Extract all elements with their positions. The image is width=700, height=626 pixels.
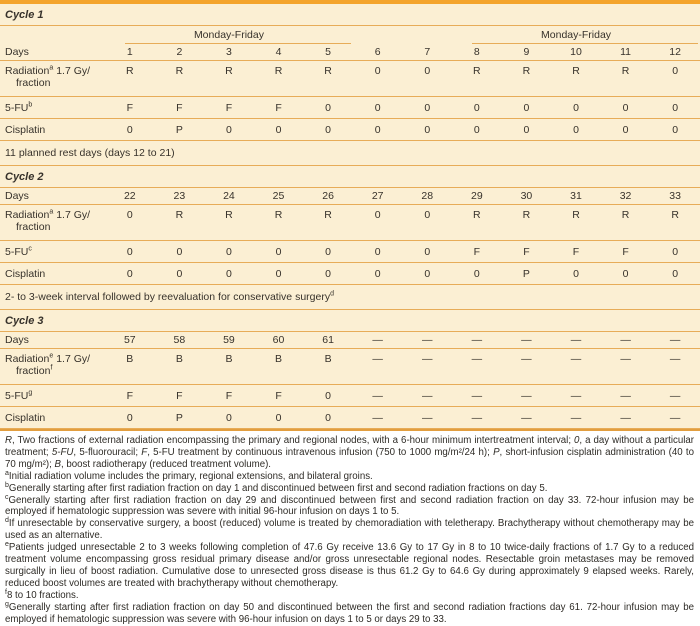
value-cell: 0 (126, 123, 133, 136)
footnote-c (5, 495, 694, 519)
value-cell: F (523, 245, 530, 258)
weekday-label: Monday-Friday (193, 29, 264, 41)
value-cell: 0 (325, 123, 332, 136)
value-cell: 0 (523, 101, 530, 114)
value-cell: — (620, 389, 631, 402)
value-cell: 0 (374, 267, 381, 280)
radiation-row (0, 349, 700, 385)
5-fu-row (0, 97, 700, 119)
value-cell: 0 (672, 267, 679, 280)
superscript-marker: d (330, 290, 334, 298)
value-cell: — (570, 411, 582, 424)
superscript-marker: f (5, 588, 7, 596)
value-cell: 0 (325, 389, 332, 402)
value-cell: R (274, 65, 283, 77)
text-segment: , Two fractions of external radiation encompassing the primary and regional nodes, with a 6-hour minimum intertreatment interval; (12, 435, 575, 446)
value-cell: 0 (424, 101, 431, 114)
day-cell: 28 (421, 190, 434, 202)
value-cell: 0 (126, 245, 133, 258)
row-label-text (5, 412, 105, 424)
value-cell: R (324, 65, 332, 77)
day-cell: — (422, 334, 433, 346)
value-cell: 0 (424, 209, 431, 221)
day-cell: — (669, 334, 681, 346)
text-segment: 5-FU (5, 101, 29, 114)
day-cell: 58 (173, 334, 186, 346)
footnote-g (5, 602, 694, 626)
value-cell: — (422, 389, 433, 402)
value-cell: 0 (523, 123, 530, 136)
cycle-3-title-row (0, 310, 700, 332)
value-cell: R (572, 209, 580, 221)
rest-days-note-row (0, 141, 700, 166)
value-cell: R (225, 65, 233, 77)
text-segment: F (141, 446, 148, 458)
value-cell: 0 (672, 101, 679, 114)
value-cell: 0 (374, 65, 381, 77)
5-fu-row (0, 241, 700, 263)
day-cell: 3 (226, 46, 232, 58)
day-cell: 57 (123, 334, 136, 346)
text-segment: , short-infusion cisplatin administration (40 to 70 mg/m²); (5, 446, 694, 470)
day-cell: 29 (470, 190, 483, 202)
text-segment: Initial radiation volume includes the primary, regional extensions, and bilateral groins. (8, 470, 373, 482)
row-label (0, 124, 105, 136)
row-label (0, 102, 105, 114)
day-cell: 61 (322, 334, 334, 346)
footnote-abbreviations (5, 435, 694, 471)
text-segment: Generally starting after first radiation fraction on day 1 and discontinued between first and second radiation fractions on day 5. (8, 482, 548, 494)
day-cell: — (372, 334, 383, 346)
text-segment: Radiation (5, 209, 50, 221)
value-cell: 0 (424, 123, 431, 136)
text-segment: 8 to 10 fractions. (6, 589, 79, 601)
superscript-marker: e (49, 352, 54, 360)
weekday-span (105, 26, 353, 44)
day-cell: 23 (173, 190, 186, 202)
value-cell: 0 (473, 101, 480, 114)
value-cell: — (372, 353, 383, 365)
day-cell: 33 (669, 190, 681, 202)
text-segment: Cisplatin (5, 411, 46, 424)
day-cell: — (620, 334, 631, 346)
text-segment: 2- to 3-week interval followed by reevaluation for conservative surgery (5, 291, 331, 303)
footnote-f (5, 590, 694, 602)
value-cell: F (622, 245, 629, 258)
value-cell: 0 (325, 245, 332, 258)
value-cell: 0 (622, 123, 629, 136)
cycle-3-days-row (0, 332, 700, 349)
value-cell: 0 (573, 267, 579, 280)
day-cell: 2 (176, 46, 183, 58)
row-label-text (5, 102, 105, 114)
cycle-1-title-row (0, 4, 700, 26)
value-cell: B (275, 353, 283, 365)
text-segment: 5-FU (5, 389, 29, 402)
value-cell: 0 (226, 245, 232, 258)
value-cell: — (422, 411, 433, 424)
value-cell: — (471, 389, 483, 402)
value-cell: 0 (672, 245, 679, 258)
value-cell: 0 (573, 123, 579, 136)
value-cell: 0 (573, 101, 579, 114)
value-cell: P (522, 267, 530, 280)
text-segment: Radiation (5, 353, 50, 365)
cycle-title: Cycle 3 (5, 314, 44, 327)
superscript-marker: b (5, 481, 9, 489)
day-cell: 5 (325, 46, 332, 58)
value-cell: 0 (374, 101, 381, 114)
weekday-header-row (0, 26, 700, 44)
value-cell: — (669, 353, 681, 365)
row-label-text (5, 246, 105, 258)
day-cell: 9 (523, 46, 530, 58)
value-cell: 0 (176, 245, 183, 258)
value-cell: — (620, 353, 631, 365)
footnote-d (5, 518, 694, 542)
value-cell: 0 (672, 65, 679, 77)
text-segment: , boost radiotherapy (reduced treatment volume). (61, 458, 272, 470)
superscript-marker: a (5, 469, 9, 477)
value-cell: — (521, 389, 532, 402)
footnotes (0, 431, 700, 626)
value-cell: F (572, 245, 580, 258)
value-cell: 0 (374, 209, 381, 221)
value-cell: — (521, 411, 532, 424)
value-cell: 0 (275, 245, 282, 258)
value-cell: — (471, 411, 483, 424)
text-segment: , a day without a particular treatment; (5, 435, 694, 458)
value-cell: — (521, 353, 532, 365)
radiation-row (0, 205, 700, 241)
row-label (0, 353, 105, 377)
value-cell: F (275, 101, 282, 114)
value-cell: 0 (126, 209, 133, 221)
footnote-a (5, 471, 694, 483)
row-label (0, 65, 105, 89)
text-segment: Cisplatin (5, 267, 46, 280)
text-segment: , 5-fluorouracil; (73, 446, 142, 458)
value-cell: F (275, 389, 282, 402)
superscript-marker: a (49, 208, 54, 216)
value-cell: 0 (424, 245, 431, 258)
row-label (0, 268, 105, 280)
days-label: Days (5, 190, 29, 202)
text-segment: R (5, 435, 12, 446)
cisplatin-row (0, 263, 700, 285)
value-cell: F (126, 101, 133, 114)
day-cell: — (570, 334, 582, 346)
day-cell: 12 (669, 46, 681, 58)
day-cell: 10 (570, 46, 582, 58)
superscript-marker: a (49, 64, 54, 72)
superscript-marker: g (28, 389, 33, 396)
superscript-marker: c (28, 245, 32, 252)
day-cell: — (521, 334, 532, 346)
row-label (0, 412, 105, 424)
value-cell: R (473, 209, 481, 221)
row-label-text (5, 390, 105, 402)
text-segment: Cisplatin (5, 123, 46, 136)
row-label (0, 209, 105, 233)
cycle-title: Cycle 2 (5, 170, 44, 183)
superscript-marker: e (5, 540, 9, 548)
text-segment: Radiation (5, 65, 50, 77)
value-cell: P (175, 411, 183, 424)
text-segment: Patients judged unresectable 2 to 3 weeks following completion of 47.6 Gy receive 13.6 Gy to 17 Gy in 8 to 10 twice-daily fractions of 1.7 Gy to a reduced treatment volume encompassing gross residual primary disease and/or gross unresectable regional nodes. Resectable groin metastases may be removed surgically in lieu of boost radiation. Cumulative dose to unresected gross disease is thus 61.2 Gy to 64.6 Gy during approximately 9 elapsed weeks. Rarely, reduced boost volumes are treated with brachytherapy without chemotherapy. (5, 542, 694, 589)
day-cell: 4 (275, 46, 282, 58)
value-cell: 0 (473, 267, 480, 280)
value-cell: 0 (226, 411, 232, 424)
value-cell: R (671, 209, 679, 221)
day-cell: 30 (520, 190, 533, 202)
value-cell: — (570, 353, 582, 365)
value-cell: F (473, 245, 481, 258)
value-cell: R (175, 209, 184, 221)
value-cell: R (225, 209, 233, 221)
value-cell: 0 (325, 411, 332, 424)
day-cell: 59 (223, 334, 235, 346)
row-label-text (5, 65, 105, 89)
day-cell: 32 (619, 190, 632, 202)
value-cell: 0 (275, 411, 282, 424)
text-segment: 1.7 Gy/​fraction (16, 65, 91, 89)
value-cell: 0 (275, 267, 282, 280)
row-label-text (5, 209, 105, 233)
superscript-marker: b (28, 101, 33, 108)
rest-days-note (0, 147, 175, 159)
row-label (0, 390, 105, 402)
day-cell: — (471, 334, 483, 346)
text-segment: B (54, 458, 61, 470)
interval-note (0, 291, 334, 303)
footnote-e (5, 542, 694, 590)
cisplatin-row (0, 119, 700, 141)
text-segment: 1.7 Gy/​fraction (16, 209, 91, 233)
value-cell: — (372, 389, 383, 402)
value-cell: F (176, 101, 183, 114)
text-segment: If unresectable by conservative surgery, a boost (reduced) volume is treated by chemoradiation with teletherapy. Brachytherapy without chemotherapy may be used as an alternative. (5, 518, 694, 542)
value-cell: 0 (126, 411, 133, 424)
text-segment: 0 (574, 435, 580, 446)
day-cell: 8 (473, 46, 480, 58)
value-cell: F (225, 101, 233, 114)
day-cell: 31 (570, 190, 582, 202)
days-label: Days (5, 334, 29, 346)
value-cell: B (324, 353, 332, 365)
value-cell: B (225, 353, 233, 365)
value-cell: B (175, 353, 183, 365)
day-cell: 1 (126, 46, 133, 58)
value-cell: R (572, 65, 580, 77)
value-cell: 0 (622, 267, 629, 280)
days-label: Days (5, 46, 29, 58)
interval-note-row (0, 285, 700, 310)
value-cell: 0 (374, 123, 381, 136)
text-segment: Generally starting after first radiation fraction on day 29 and discontinued between first and second radiation fraction on day 33. 72-hour infusion may be employed if hematologic suppression was severe with initial 96-hour infusion on days 1 to 5. (5, 494, 694, 518)
superscript-marker: c (5, 493, 9, 501)
value-cell: R (473, 65, 481, 77)
text-segment: 5-FU (5, 245, 29, 258)
value-cell: 0 (226, 267, 232, 280)
cycle-2-title-row (0, 166, 700, 188)
text-segment: 1.7 Gy/​fraction (16, 353, 91, 377)
value-cell: R (522, 65, 531, 77)
value-cell: 0 (275, 123, 282, 136)
value-cell: R (621, 209, 630, 221)
value-cell: 0 (473, 123, 480, 136)
value-cell: R (274, 209, 283, 221)
cycle-2-days-row (0, 188, 700, 205)
value-cell: 0 (622, 101, 629, 114)
value-cell: 0 (424, 267, 431, 280)
value-cell: 0 (325, 267, 332, 280)
value-cell: — (669, 411, 681, 424)
row-label-text (5, 268, 105, 280)
day-cell: 7 (424, 46, 431, 58)
value-cell: 0 (374, 245, 381, 258)
superscript-marker: f (50, 364, 53, 372)
cycle-1-days-row (0, 44, 700, 61)
value-cell: — (372, 411, 383, 424)
day-cell: 27 (371, 190, 384, 202)
5-fu-row (0, 385, 700, 407)
value-cell: — (422, 353, 433, 365)
cycle-title: Cycle 1 (5, 8, 44, 21)
row-label-text (5, 353, 105, 377)
value-cell: — (669, 389, 681, 402)
text-segment: P (493, 446, 500, 458)
text-segment: 5-FU (51, 446, 74, 458)
value-cell: R (175, 65, 184, 77)
value-cell: R (125, 65, 134, 77)
footnote-b (5, 483, 694, 495)
value-cell: — (471, 353, 483, 365)
value-cell: 0 (672, 123, 679, 136)
value-cell: B (126, 353, 134, 365)
value-cell: 0 (226, 123, 232, 136)
day-cell: 22 (123, 190, 136, 202)
day-cell: 11 (620, 46, 632, 58)
day-cell: 60 (272, 334, 285, 346)
text-segment: 11 planned rest days (days 12 to 21) (5, 147, 175, 159)
value-cell: 0 (176, 267, 183, 280)
weekday-span (452, 26, 700, 44)
value-cell: F (225, 389, 233, 402)
superscript-marker: d (5, 517, 9, 525)
value-cell: — (570, 389, 582, 402)
value-cell: R (522, 209, 531, 221)
value-cell: 0 (126, 267, 133, 280)
row-label-text (5, 124, 105, 136)
value-cell: R (324, 209, 332, 221)
value-cell: 0 (325, 101, 332, 114)
day-cell: 6 (374, 46, 381, 58)
value-cell: — (620, 411, 631, 424)
weekday-label: Monday-Friday (541, 29, 612, 41)
text-segment: Generally starting after first radiation fraction on day 50 and discontinued between the first and second radiation fractions day 61. 72-hour infusion may be employed if hematologic suppression was severe with 96-hour infusion on days 1 to 5 or days 29 to 33. (5, 601, 694, 625)
value-cell: R (621, 65, 630, 77)
value-cell: 0 (424, 65, 431, 77)
day-cell: 26 (322, 190, 334, 202)
value-cell: F (176, 389, 183, 402)
radiation-row (0, 61, 700, 97)
value-cell: P (175, 123, 183, 136)
day-cell: 25 (272, 190, 285, 202)
day-cell: 24 (223, 190, 235, 202)
text-segment: , 5-FU treatment by continuous intravenous infusion (750 to 1000 mg/m²/24 h); (147, 446, 494, 458)
cisplatin-row (0, 407, 700, 429)
superscript-marker: g (5, 600, 9, 608)
value-cell: F (126, 389, 133, 402)
row-label (0, 246, 105, 258)
